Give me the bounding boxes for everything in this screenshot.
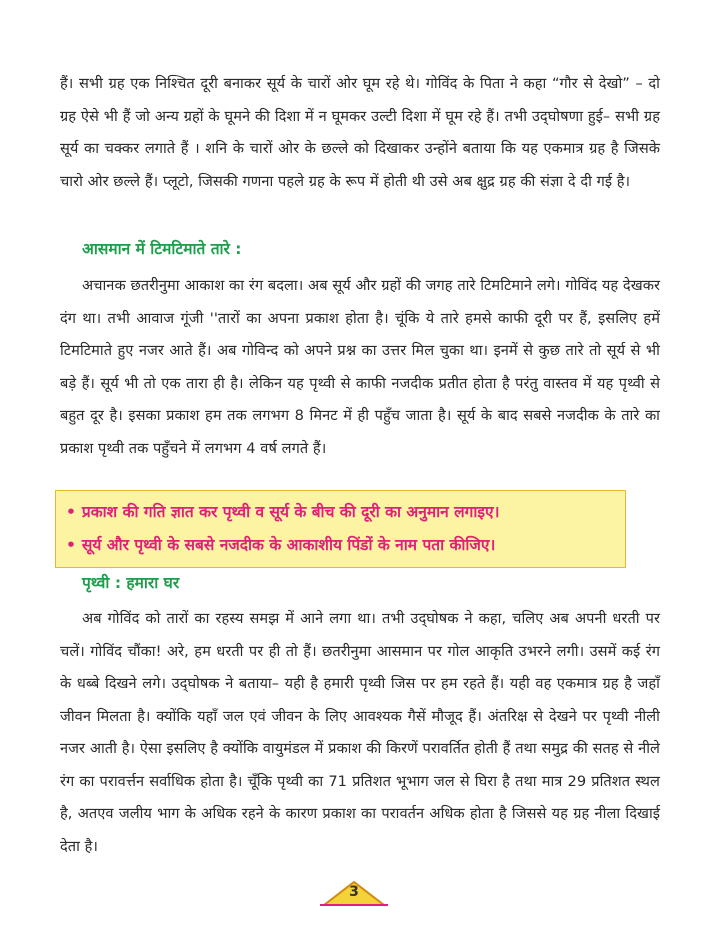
bullet-icon: • [66,503,76,521]
page-number: 3 [349,884,359,900]
activity-callout-box [55,490,626,568]
page-number-badge [318,880,390,906]
intro-paragraph: हैं। सभी ग्रह एक निश्चित दूरी बनाकर सूर्य के चारों ओर घूम रहे थे। गोविंद के पिता ने कहा “गौर से देखो” – दो ग्रह ऐसे भी हैं जो अन्य ग्रहों के घूमने की दिशा में न घूमकर उल्टी दिशा में घूम रहे हैं। तभी उद्‌घोषणा हुई– सभी ग्रह सूर्य का चक्कर लगाते हैं । शनि के चारों ओर के छल्ले को दिखाकर उन्होंने बताया कि यह एकमात्र ग्रह है जिसके चारो ओर छल्ले हैं। प्लूटो, जिसकी गणना पहले ग्रह के रूप में होती थी उसे अब क्षुद्र ग्रह की संज्ञा दे दी गई है। [60,75,660,190]
earth-paragraph: अब गोविंद को तारों का रहस्य समझ में आने लगा था। तभी उद्‌घोषक ने कहा, चलिए अब अपनी धरती पर चलें। गोविंद चौंका! अरे, हम धरती पर ही तो हैं। छतरीनुमा आसमान पर गोल आकृति उभरने लगी। उसमें कई रंग के धब्बे दिखने लगे। उद्‌घोषक ने बताया– यही है हमारी पृथ्वी जिस पर हम रहते हैं। यही वह एकमात्र ग्रह है जहाँ जीवन मिलता है। क्योंकि यहाँ जल एवं जीवन के लिए आवश्यक गैसें मौजूद हैं। अंतरिक्ष से देखने पर पृथ्वी नीली नजर आती है। ऐसा इसलिए है क्योंकि वायुमंडल में प्रकाश की किरणें परावर्तित होती हैं तथा समुद्र की सतह से नीले रंग का परावर्त्तन सर्वाधिक होता है। चूँकि पृथ्वी का 71 प्रतिशत भूभाग जल से घिरा है तथा मात्र 29 प्रतिशत स्थल है, अतएव जलीय भाग के अधिक रहने के कारण प्रकाश का परावर्तन अधिक होता है जिससे यह ग्रह नीला दिखाई देता है। [60,610,660,855]
section-heading-stars: आसमान में टिमटिमाते तारे : [82,240,242,258]
bullet-icon: • [66,536,76,554]
callout-item [66,529,615,562]
section-heading-earth: पृथ्वी : हमारा घर [82,574,180,592]
callout-item-text: प्रकाश की गति ज्ञात कर पृथ्वी व सूर्य के बीच की दूरी का अनुमान लगाइए। [81,503,500,521]
stars-paragraph: अचानक छतरीनुमा आकाश का रंग बदला। अब सूर्य और ग्रहों की जगह तारे टिमटिमाने लगे। गोविंद यह देखकर दंग था। तभी आवाज गूंजी ''तारों का अपना प्रकाश होता है। चूंकि ये तारे हमसे काफी दूरी पर हैं, इसलिए हमें टिमटिमाते हुए नजर आते हैं। अब गोविन्द को अपने प्रश्न का उत्तर मिल चुका था। इनमें से कुछ तारे तो सूर्य से भी बड़े हैं। सूर्य भी तो एक तारा ही है। लेकिन यह पृथ्वी से काफी नजदीक प्रतीत होता है परंतु वास्तव में यह पृथ्वी से बहुत दूर है। इसका प्रकाश हम तक लगभग 8 मिनट में ही पहुँच जाता है। सूर्य के बाद सबसे नजदीक के तारे का प्रकाश पृथ्वी तक पहुँचने में लगभग 4 वर्ष लगते हैं। [60,277,660,457]
callout-item-text: सूर्य और पृथ्वी के सबसे नजदीक के आकाशीय पिंडों के नाम पता कीजिए। [81,536,496,554]
callout-item [66,496,615,529]
